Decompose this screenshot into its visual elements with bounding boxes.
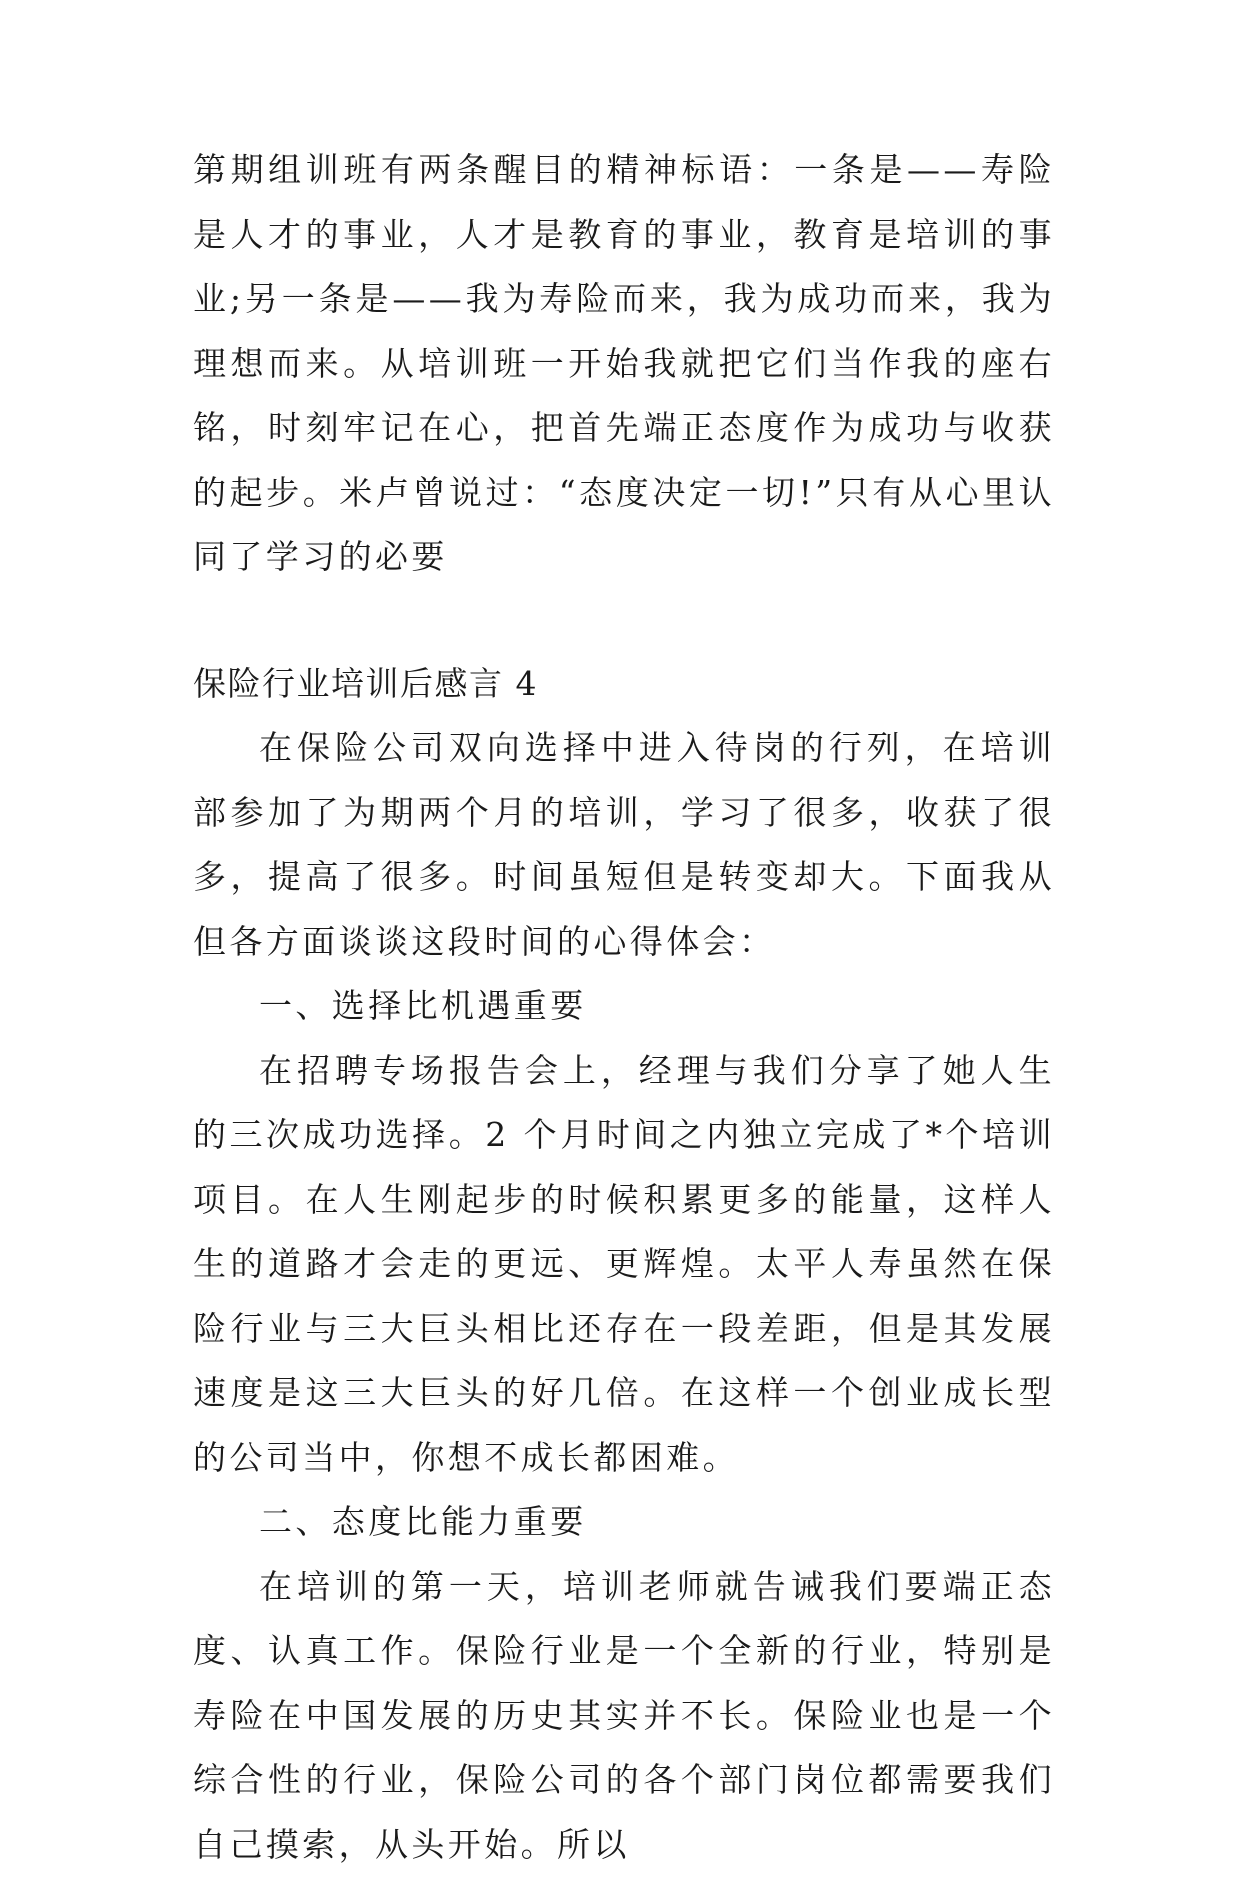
body-paragraph: 第期组训班有两条醒目的精神标语：一条是——寿险是人才的事业，人才是教育的事业，教育是培训的事业;另一条是——我为寿险而来，我为成功而来，我为理想而来。从培训班一开始我就把它们当作我的座右铭，时刻牢记在心，把首先端正态度作为成功与收获的起步。米卢曾说过：“态度决定一切!”只有从心里认同了学习的必要 <box>193 138 1055 590</box>
section-spacer <box>193 590 1055 652</box>
body-paragraph: 在保险公司双向选择中进入待岗的行列，在培训部参加了为期两个月的培训，学习了很多，收获了很多，提高了很多。时间虽短但是转变却大。下面我从但各方面谈谈这段时间的心得体会： <box>193 716 1055 974</box>
section-title: 保险行业培训后感言 4 <box>193 652 1055 717</box>
subheading: 二、态度比能力重要 <box>193 1490 1055 1555</box>
body-paragraph: 在招聘专场报告会上，经理与我们分享了她人生的三次成功选择。2 个月时间之内独立完成了*个培训项目。在人生刚起步的时候积累更多的能量，这样人生的道路才会走的更远、更辉煌。太平人寿虽然在保险行业与三大巨头相比还存在一段差距，但是其发展速度是这三大巨头的好几倍。在这样一个创业成长型的公司当中，你想不成长都困难。 <box>193 1039 1055 1491</box>
document-page <box>193 138 1055 1877</box>
body-paragraph: 在培训的第一天，培训老师就告诫我们要端正态度、认真工作。保险行业是一个全新的行业，特别是寿险在中国发展的历史其实并不长。保险业也是一个综合性的行业，保险公司的各个部门岗位都需要我们自己摸索，从头开始。所以 <box>193 1555 1055 1877</box>
subheading: 一、选择比机遇重要 <box>193 974 1055 1039</box>
